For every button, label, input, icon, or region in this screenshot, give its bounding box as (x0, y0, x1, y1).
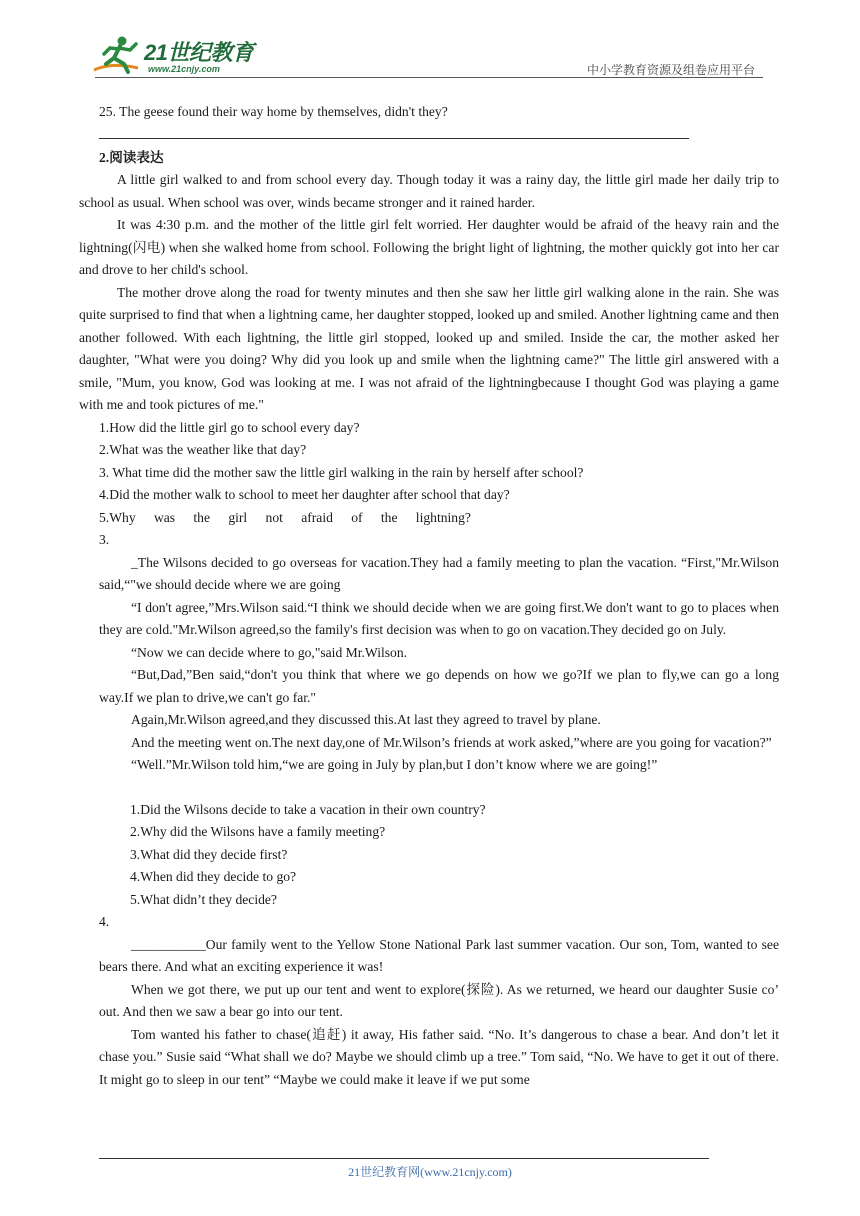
page-footer: 21世纪教育网(www.21cnjy.com) (348, 1165, 512, 1179)
q5-word: girl (228, 509, 248, 525)
question: 4.Did the mother walk to school to meet her daughter after school that day? (99, 487, 510, 502)
section-heading-reading: 2.阅读表达 (99, 149, 164, 165)
question: 1.Did the Wilsons decide to take a vacation in their own country? (130, 801, 486, 817)
logo (92, 34, 262, 78)
q5-word: the (380, 509, 398, 525)
passage-block-4 (79, 934, 779, 1092)
answer-line (99, 138, 689, 139)
section-number: 4. (99, 914, 110, 929)
question: 4.When did they decide to go? (130, 869, 297, 884)
passage-paragraph: “Now we can decide where to go,"said Mr.Wilson. (131, 644, 408, 660)
passage-paragraph: It was 4:30 p.m. and the mother of the little girl felt worried. Her daughter would be afraid of the heavy rain and the lightning(闪电) when she walked home from school. Following the bright light of lightning, the mother quickly got into her car and drove to her child's school. (79, 217, 779, 277)
passage-paragraph: “Well.”Mr.Wilson told him,“we are going in July by plan,but I don’t know where we are going!” (131, 757, 658, 772)
section-number: 3. (99, 532, 110, 547)
passage-paragraph: And the meeting went on.The next day,one of Mr.Wilson’s friends at work asked,”where are you going for vacation?” (131, 734, 772, 750)
question: 1.How did the little girl go to school every day? (99, 419, 360, 435)
question-5 (79, 507, 471, 530)
passage-paragraph: _The Wilsons decided to go overseas for vacation.They had a family meeting to plan the vacation. “First,"Mr.Wilson said,“"we should decide where we are going (99, 554, 779, 592)
passage-paragraph: ___________Our family went to the Yellow Stone National Park last summer vacation. Our son, Tom, wanted to see bears there. And what an exciting experience it was! (99, 936, 779, 974)
passage-paragraph: The mother drove along the road for twenty minutes and then she saw her little girl walking alone in the rain. She was quite surprised to find that when a lightning came, her daughter stopped, looked up and smiled. Another lightning came and then another followed. With each lightning, the little girl stopped, looked up and smiled. Inside the car, the mother asked her daughter, "What were you doing? Why did you look up and smile when the lightning came?" The little girl answered with a smile, "Mum, you know, God was looking at me. I was not afraid of the lightningbecause I thought God was playing a game with me and took pictures of me." (79, 284, 779, 412)
passage-block-3 (79, 552, 779, 799)
logo-url: www.21cnjy.com (148, 64, 220, 74)
q5-word: the (193, 509, 211, 525)
q5-word: 5.Why (99, 509, 136, 525)
passage-paragraph: Again,Mr.Wilson agreed,and they discussed this.At last they agreed to travel by plane. (131, 712, 601, 727)
q5-word: not (265, 509, 283, 525)
passage-paragraph: A little girl walked to and from school every day. Though today it was a rainy day, the little girl made her daily trip to school as usual. When school was over, winds became stronger and it rained harder. (79, 172, 779, 210)
passage-paragraph: When we got there, we put up our tent and went to explore(探险). As we returned, we heard our daughter Susie co’ out. And then we saw a bear go into our tent. (99, 981, 779, 1019)
question: 2.What was the weather like that day? (99, 442, 307, 457)
passage-paragraph: “I don't agree,”Mrs.Wilson said.“I think we should decide when we are going first.We don't want to go to places when they are cold."Mr.Wilson agreed,so the family's first decision was when to go on vacation.They decided go on July. (99, 599, 779, 637)
question: 2.Why did the Wilsons have a family meeting? (130, 824, 386, 839)
question: 5.What didn’t they decide? (130, 891, 277, 907)
page-header (0, 0, 860, 80)
q5-word: afraid (301, 509, 333, 525)
question: 3. What time did the mother saw the little girl walking in the rain by herself after school? (99, 464, 584, 480)
question: 3.What did they decide first? (130, 846, 288, 862)
runner-icon (92, 34, 144, 76)
question-25: 25. The geese found their way home by themselves, didn't they? (99, 104, 448, 119)
q5-word: of (351, 509, 363, 525)
q5-word: lightning? (415, 509, 471, 525)
footer-divider (99, 1158, 709, 1159)
platform-title: 中小学教育资源及组卷应用平台 (586, 63, 755, 77)
header-divider (95, 77, 763, 78)
logo-text: 21世纪教育 (144, 40, 254, 65)
document-body (79, 101, 779, 1091)
passage-paragraph: “But,Dad,”Ben said,“don't you think that where we go depends on how we go?If we plan to fly,we can go a long way.If we plan to drive,we can't go far." (99, 667, 779, 705)
passage-paragraph: Tom wanted his father to chase(追赶) it away, His father said. “No. It’s dangerous to chase a bear. And don’t let it chase you.” Susie said “What shall we do? Maybe we should climb up a tree.” Tom said, “No. We have to get it out of there. It might go to sleep in our tent” “Maybe we could make it leave if we put some (99, 1026, 779, 1087)
q5-word: was (153, 509, 176, 525)
